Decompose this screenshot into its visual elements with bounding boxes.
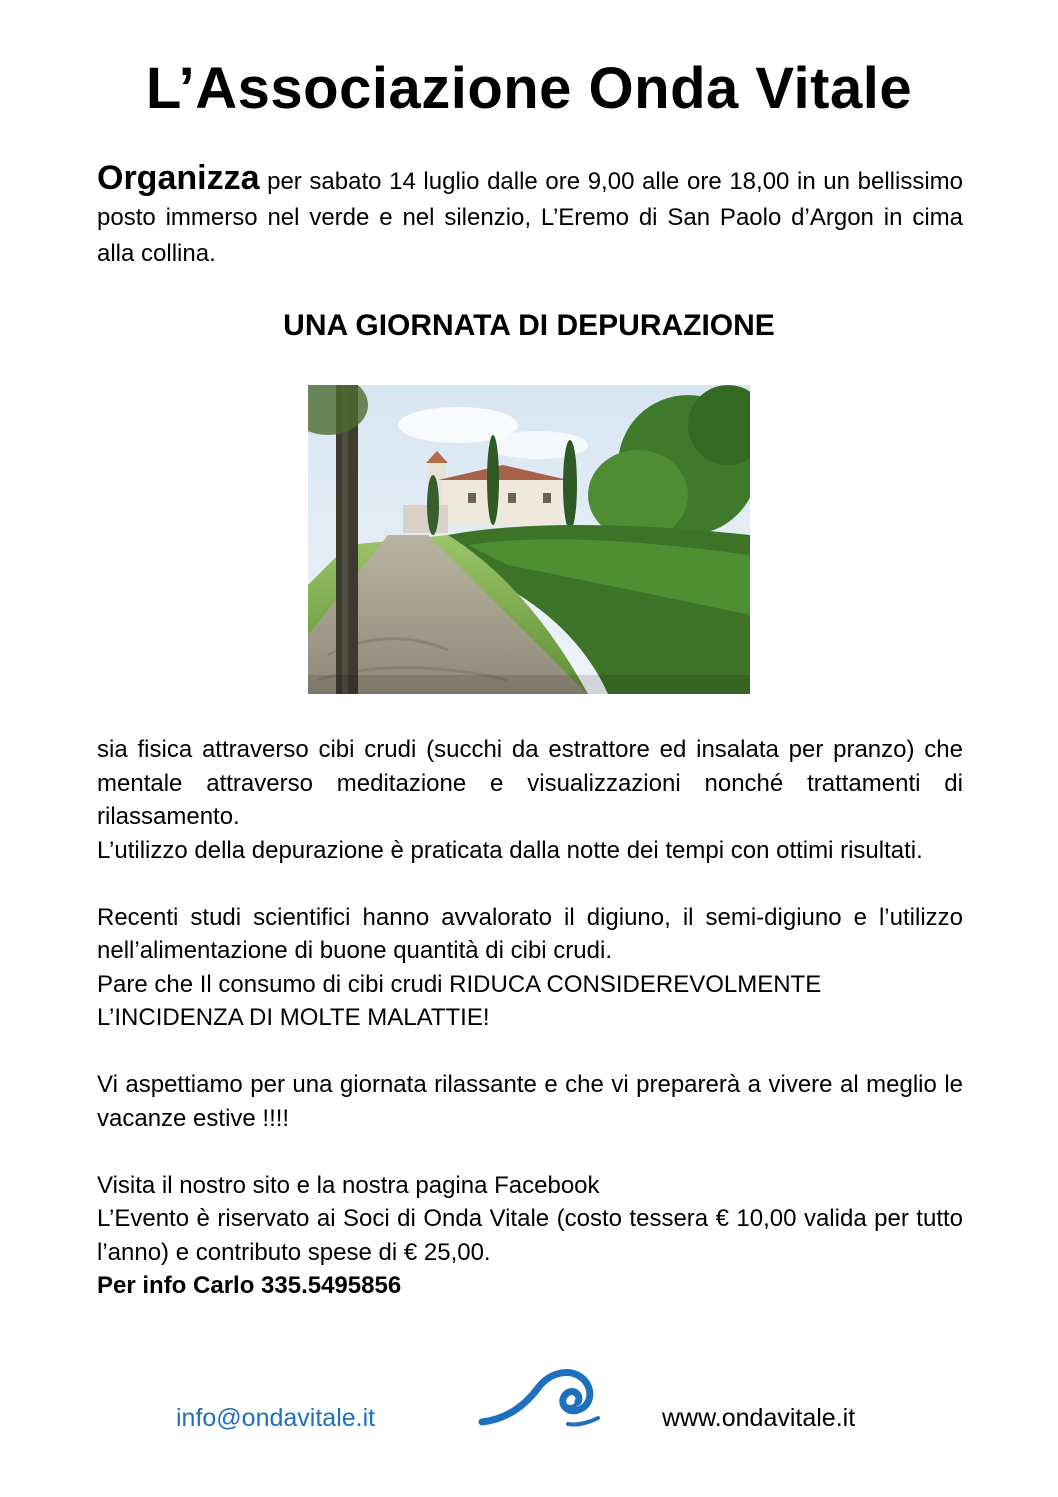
footer [0, 1360, 1058, 1440]
event-subtitle: UNA GIORNATA DI DEPURAZIONE [283, 309, 775, 342]
intro-paragraph [97, 160, 963, 272]
paragraph-tradition: L’utilizzo della depurazione è praticata dalla notte dei tempi con ottimi risultati. [97, 836, 923, 864]
paragraph-membership: L’Evento è riservato ai Soci di Onda Vitale (costo tessera € 10,00 valida per tutto l’anno) e contributo spese di € 25,00. [97, 1205, 963, 1266]
paragraph-invitation: Vi aspettiamo per una giornata rilassante e che vi preparerà a vivere al meglio le vacanze estive !!!! [97, 1071, 963, 1132]
hermitage-photo [308, 385, 750, 694]
paragraph-raw-food-1: Pare che Il consumo di cibi crudi RIDUCA CONSIDEREVOLMENTE [97, 970, 822, 998]
body-text [97, 733, 963, 1303]
paragraph-studies: Recenti studi scientifici hanno avvalorato il digiuno, il semi-digiuno e l’utilizzo nell’alimentazione di buone quantità di cibi crudi. [97, 903, 963, 964]
paragraph-purification: sia fisica attraverso cibi crudi (succhi da estrattore ed insalata per pranzo) che mentale attraverso meditazione e visualizzazioni nonché trattamenti di rilassamento. [97, 736, 963, 830]
hermitage-photo-illustration [308, 385, 750, 694]
page-title: L’Associazione Onda Vitale [145, 56, 913, 121]
email-link[interactable]: info@ondavitale.it [176, 1404, 376, 1432]
wave-logo-icon [478, 1364, 603, 1430]
intro-text: per sabato 14 luglio dalle ore 9,00 alle ore 18,00 in un bellissimo posto immerso nel verde e nel silenzio, L’Eremo di San Paolo d’Argon in cima alla collina. [97, 168, 963, 267]
intro-lead: Organizza [97, 159, 260, 197]
paragraph-raw-food-2: L’INCIDENZA DI MOLTE MALATTIE! [97, 1004, 490, 1031]
website-link[interactable]: www.ondavitale.it [662, 1404, 856, 1432]
paragraph-visit-site: Visita il nostro sito e la nostra pagina Facebook [97, 1171, 600, 1199]
contact-info: Per info Carlo 335.5495856 [97, 1272, 402, 1299]
